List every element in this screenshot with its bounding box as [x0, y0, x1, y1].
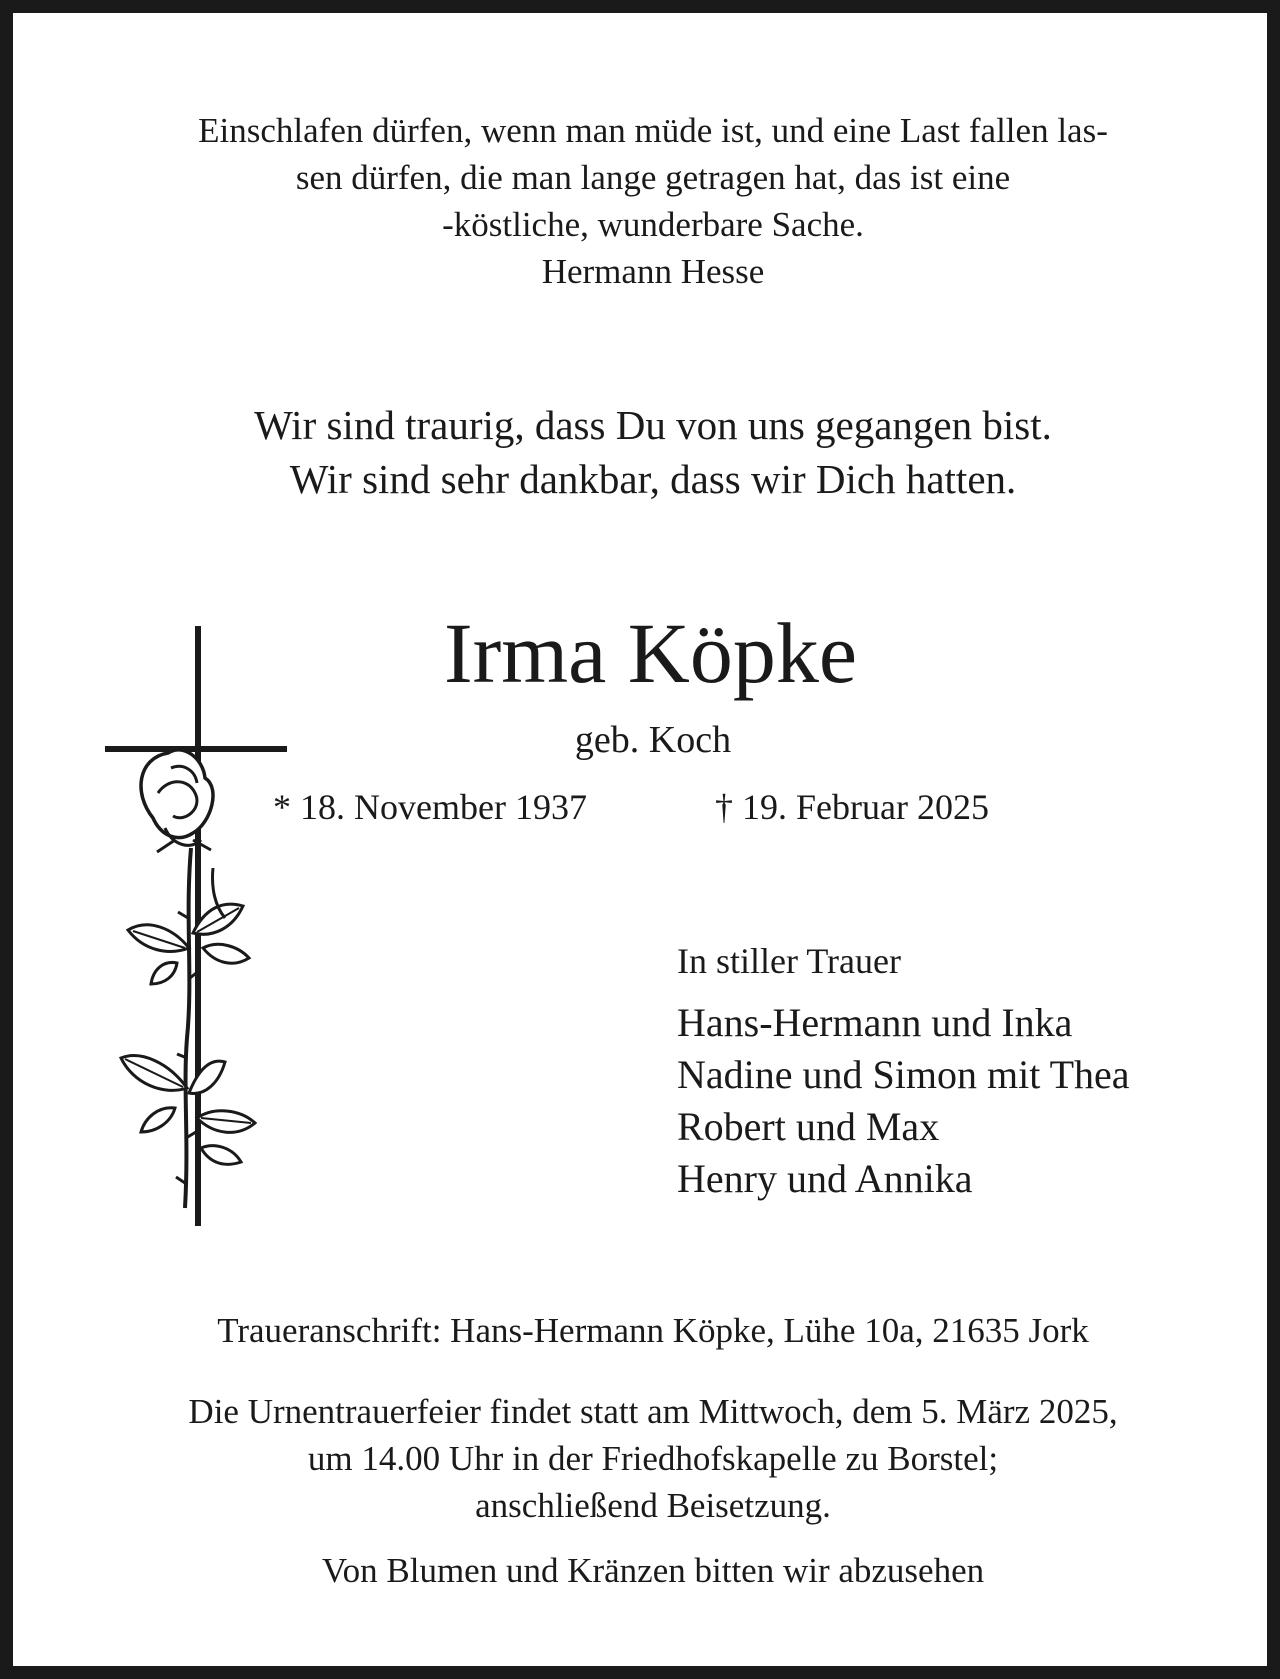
mourner-entry: Hans-Hermann und Inka [677, 1000, 1073, 1045]
mourning-saying [13, 398, 1280, 506]
mourner-entry: Nadine und Simon mit Thea [677, 1052, 1130, 1097]
ceremony-line: um 14.00 Uhr in der Friedhofskapelle zu Borstel; [307, 1439, 999, 1478]
quote-line: Einschlafen dürfen, wenn man müde ist, und eine Last fallen las- [198, 111, 1108, 150]
mourners-intro: In stiller Trauer [677, 941, 901, 981]
quote-line: -köstliche, wunderbare Sache. [442, 205, 864, 244]
flowers-note: Von Blumen und Kränzen bitten wir abzusehen [321, 1551, 985, 1590]
mourner-entry: Robert und Max [677, 1104, 940, 1149]
ceremony-line: anschließend Beisetzung. [475, 1486, 831, 1525]
quote-line: sen dürfen, die man lange getragen hat, das ist eine [295, 158, 1011, 197]
deceased-name: Irma Köpke [443, 605, 858, 701]
quote-author: Hermann Hesse [541, 252, 765, 291]
saying-line: Wir sind sehr dankbar, dass wir Dich hatten. [289, 456, 1017, 502]
mourning-address: Traueranschrift: Hans-Hermann Köpke, Lühe 10a, 21635 Jork [217, 1311, 1089, 1350]
death-date: † 19. Februar 2025 [715, 787, 989, 827]
maiden-name: geb. Koch [574, 719, 732, 761]
saying-line: Wir sind traurig, dass Du von uns gegangen bist. [254, 402, 1052, 448]
cross-with-rose-icon [93, 618, 303, 1228]
mourner-entry: Henry und Annika [677, 1156, 973, 1201]
birth-date: * 18. November 1937 [273, 787, 587, 827]
ceremony-info [13, 1388, 1280, 1529]
mourners-list [677, 937, 1130, 1205]
ceremony-line: Die Urnentrauerfeier findet statt am Mittwoch, dem 5. März 2025, [188, 1392, 1118, 1431]
hesse-quote [13, 107, 1280, 295]
